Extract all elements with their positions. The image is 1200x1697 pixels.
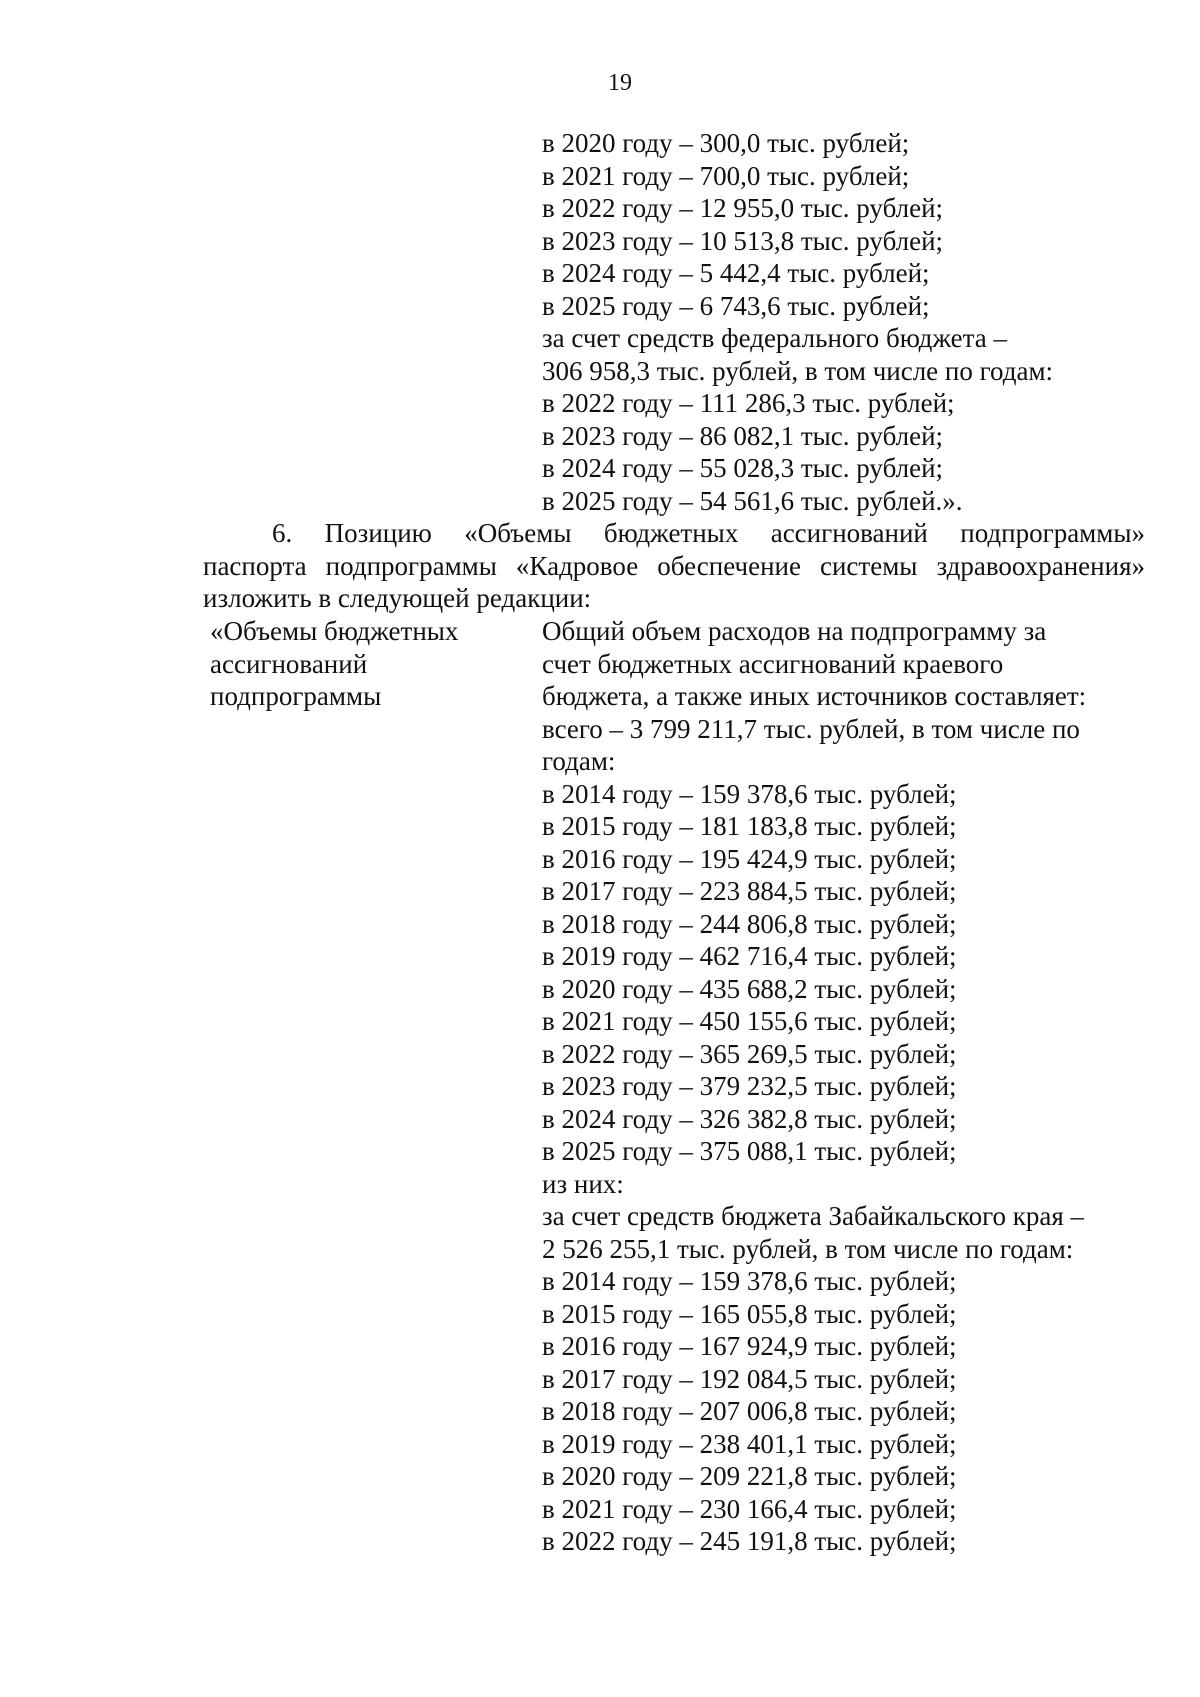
position-label-line: ассигнований	[210, 648, 368, 679]
position-value-line: в 2016 году – 195 424,9 тыс. рублей;	[542, 843, 957, 874]
position-value-line: в 2019 году – 238 401,1 тыс. рублей;	[542, 1428, 957, 1459]
paragraph-line: изложить в следующей редакции:	[203, 583, 592, 613]
funding-line: за счет средств федерального бюджета –	[542, 323, 1007, 353]
funding-line: в 2020 году – 300,0 тыс. рублей;	[542, 128, 910, 158]
position-value-line: за счет средств бюджета Забайкальского края –	[542, 1201, 1085, 1231]
position-value-line: в 2018 году – 207 006,8 тыс. рублей;	[542, 1396, 957, 1426]
position-value-line: в 2020 году – 209 221,8 тыс. рублей;	[542, 1461, 957, 1491]
paragraph-line: паспорта подпрограммы «Кадровое обеспечение системы здравоохранения»	[203, 550, 1145, 581]
position-value-line: в 2015 году – 165 055,8 тыс. рублей;	[542, 1298, 957, 1329]
position-value-line: в 2024 году – 326 382,8 тыс. рублей;	[542, 1103, 957, 1134]
position-label-line: подпрограммы	[210, 681, 382, 711]
paragraph-line: 6. Позицию «Объемы бюджетных ассигнований подпрограммы»	[272, 518, 1145, 548]
position-value-line: в 2020 году – 435 688,2 тыс. рублей;	[542, 973, 957, 1004]
position-value-line: счет бюджетных ассигнований краевого	[542, 648, 1004, 679]
position-value-line: Общий объем расходов на подпрограмму за	[542, 616, 1047, 646]
position-value-line: в 2014 году – 159 378,6 тыс. рублей;	[542, 1266, 957, 1296]
funding-line: в 2025 году – 54 561,6 тыс. рублей.».	[542, 485, 963, 516]
passport-position-value	[542, 615, 1086, 1558]
position-value-line: в 2019 году – 462 716,4 тыс. рублей;	[542, 941, 957, 971]
funding-line: 306 958,3 тыс. рублей, в том числе по годам:	[542, 355, 1054, 386]
position-value-line: в 2014 году – 159 378,6 тыс. рублей;	[542, 778, 957, 809]
position-value-line: в 2017 году – 223 884,5 тыс. рублей;	[542, 876, 957, 906]
page-number: 19	[608, 70, 632, 96]
position-value-line: всего – 3 799 211,7 тыс. рублей, в том числе по	[542, 713, 1080, 744]
amendment-paragraph	[203, 517, 1145, 615]
position-label-line: «Объемы бюджетных	[210, 616, 459, 646]
position-value-line: в 2016 году – 167 924,9 тыс. рублей;	[542, 1331, 957, 1361]
funding-continuation-list	[542, 127, 1053, 517]
funding-line: в 2024 году – 5 442,4 тыс. рублей;	[542, 258, 930, 288]
funding-line: в 2023 году – 86 082,1 тыс. рублей;	[542, 420, 944, 451]
position-value-line: в 2018 году – 244 806,8 тыс. рублей;	[542, 908, 957, 939]
position-value-line: в 2021 году – 230 166,4 тыс. рублей;	[542, 1493, 957, 1524]
position-value-line: в 2022 году – 365 269,5 тыс. рублей;	[542, 1038, 957, 1069]
funding-line: в 2021 году – 700,0 тыс. рублей;	[542, 160, 910, 191]
funding-line: в 2022 году – 12 955,0 тыс. рублей;	[542, 193, 944, 223]
funding-line: в 2024 году – 55 028,3 тыс. рублей;	[542, 453, 944, 483]
funding-line: в 2022 году – 111 286,3 тыс. рублей;	[542, 388, 955, 418]
position-value-line: в 2021 году – 450 155,6 тыс. рублей;	[542, 1006, 957, 1036]
passport-position-label	[210, 615, 458, 713]
position-value-line: в 2022 году – 245 191,8 тыс. рублей;	[542, 1526, 957, 1556]
position-value-line: в 2023 году – 379 232,5 тыс. рублей;	[542, 1071, 957, 1101]
position-value-line: в 2015 году – 181 183,8 тыс. рублей;	[542, 811, 957, 841]
position-value-line: 2 526 255,1 тыс. рублей, в том числе по годам:	[542, 1233, 1074, 1264]
position-value-line: в 2025 году – 375 088,1 тыс. рублей;	[542, 1136, 957, 1166]
position-value-line: из них:	[542, 1168, 624, 1199]
position-value-line: годам:	[542, 746, 616, 776]
position-value-line: бюджета, а также иных источников составляет:	[542, 681, 1087, 711]
funding-line: в 2025 году – 6 743,6 тыс. рублей;	[542, 290, 930, 321]
position-value-line: в 2017 году – 192 084,5 тыс. рублей;	[542, 1363, 957, 1394]
funding-line: в 2023 году – 10 513,8 тыс. рублей;	[542, 225, 944, 256]
